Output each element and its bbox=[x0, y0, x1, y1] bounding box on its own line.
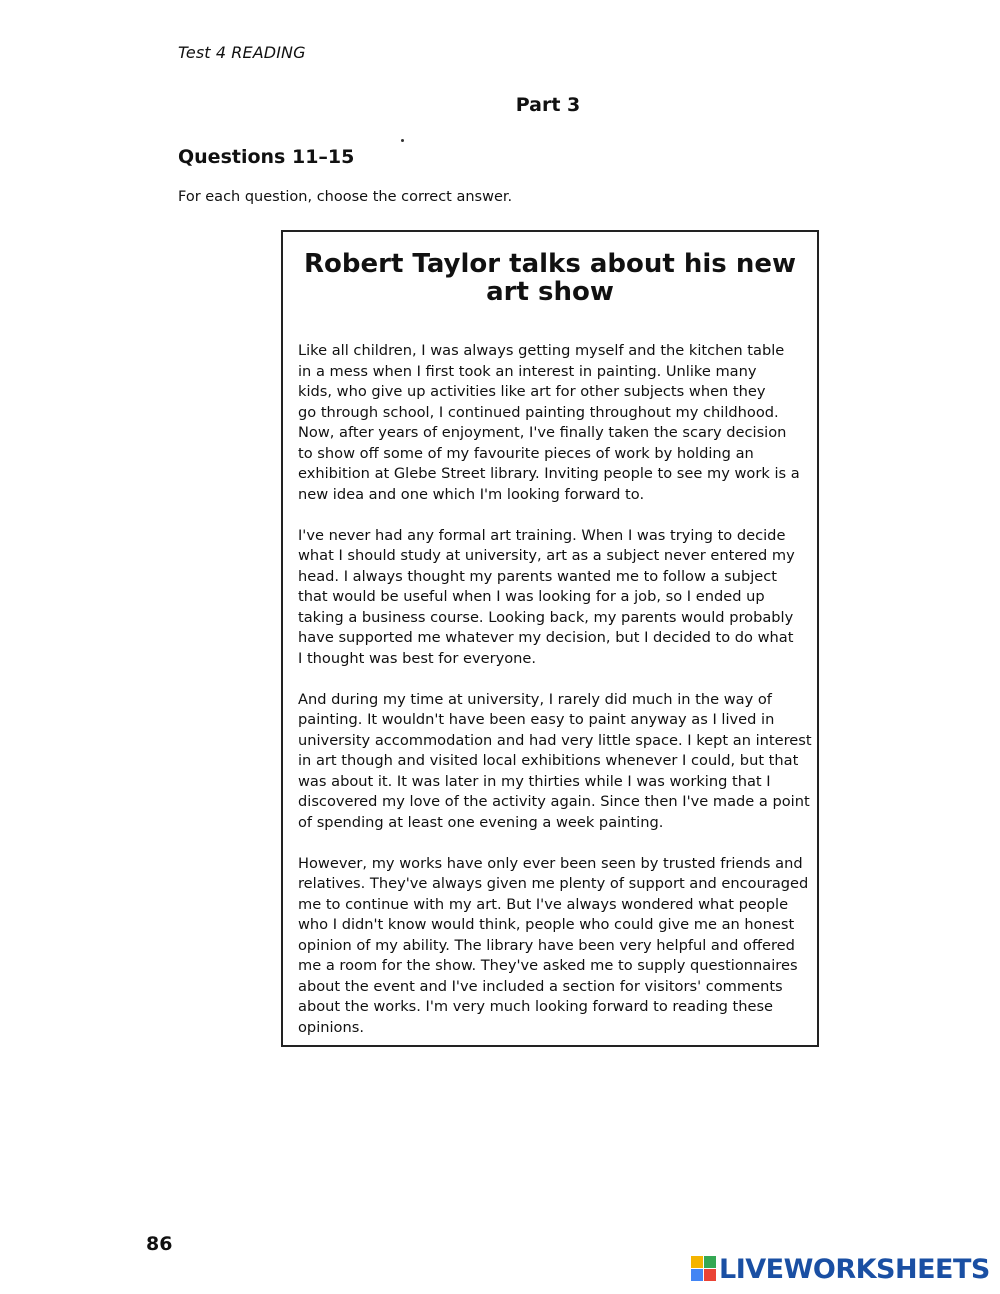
article-line: relatives. They've always given me plenty of support and encouraged bbox=[298, 875, 809, 892]
stray-dot bbox=[401, 139, 404, 142]
article-paragraph bbox=[298, 526, 813, 670]
article-title-line-2: art show bbox=[486, 277, 614, 307]
article-line: painting. It wouldn't have been easy to paint anyway as I lived in bbox=[298, 711, 775, 728]
part-title: Part 3 bbox=[515, 94, 581, 116]
logo-square bbox=[704, 1256, 716, 1268]
article-title bbox=[283, 250, 817, 306]
article-line: However, my works have only ever been seen by trusted friends and bbox=[298, 854, 803, 872]
article-line: to show off some of my favourite pieces of work by holding an bbox=[298, 444, 754, 462]
article-line: what I should study at university, art as a subject never entered my bbox=[298, 547, 795, 564]
instructions: For each question, choose the correct answer. bbox=[178, 189, 513, 205]
article-line: kids, who give up activities like art for other subjects when they bbox=[298, 383, 766, 400]
liveworksheets-brand bbox=[691, 1254, 990, 1284]
page-header-title: Test 4 READING bbox=[178, 43, 306, 62]
article-title-line-1: Robert Taylor talks about his new bbox=[304, 249, 796, 279]
article-paragraph bbox=[298, 690, 813, 834]
article-line: opinions. bbox=[298, 1018, 364, 1036]
article-line: me to continue with my art. But I've always wondered what people bbox=[298, 895, 789, 913]
article-line: in art though and visited local exhibitions whenever I could, but that bbox=[298, 752, 799, 769]
article-line: taking a business course. Looking back, my parents would probably bbox=[298, 608, 794, 626]
article-line: that would be useful when I was looking for a job, so I ended up bbox=[298, 588, 765, 605]
article-line: in a mess when I first took an interest in painting. Unlike many bbox=[298, 362, 757, 380]
article-line: discovered my love of the activity again. Since then I've made a point bbox=[298, 793, 810, 810]
article-line: of spending at least one evening a week painting. bbox=[298, 813, 664, 831]
article-paragraph bbox=[298, 341, 813, 505]
article-line: I've never had any formal art training. When I was trying to decide bbox=[298, 526, 786, 544]
liveworksheets-wordmark: LIVEWORKSHEETS bbox=[719, 1253, 990, 1285]
article-line: about the event and I've included a section for visitors' comments bbox=[298, 977, 783, 995]
article-body bbox=[298, 341, 813, 1059]
page-number: 86 bbox=[146, 1233, 173, 1255]
article-line: Like all children, I was always getting myself and the kitchen table bbox=[298, 342, 785, 359]
article-line: go through school, I continued painting throughout my childhood. bbox=[298, 403, 779, 421]
article-line: new idea and one which I'm looking forward to. bbox=[298, 485, 645, 503]
article-line: about the works. I'm very much looking forward to reading these bbox=[298, 998, 774, 1015]
article-line: was about it. It was later in my thirties while I was working that I bbox=[298, 772, 771, 790]
article-line: head. I always thought my parents wanted me to follow a subject bbox=[298, 567, 778, 585]
questions-title: Questions 11–15 bbox=[178, 146, 355, 168]
article-line: university accommodation and had very little space. I kept an interest bbox=[298, 731, 812, 749]
article-line: me a room for the show. They've asked me to supply questionnaires bbox=[298, 957, 798, 974]
article-line: And during my time at university, I rarely did much in the way of bbox=[298, 690, 772, 708]
article-line: exhibition at Glebe Street library. Inviting people to see my work is a bbox=[298, 465, 800, 482]
liveworksheets-logo-icon bbox=[691, 1256, 717, 1282]
logo-square bbox=[704, 1269, 716, 1281]
logo-square bbox=[691, 1256, 703, 1268]
article-box bbox=[281, 230, 819, 1047]
article-line: Now, after years of enjoyment, I've finally taken the scary decision bbox=[298, 424, 787, 441]
article-line: I thought was best for everyone. bbox=[298, 649, 537, 667]
article-line: opinion of my ability. The library have been very helpful and offered bbox=[298, 936, 795, 954]
logo-square bbox=[691, 1269, 703, 1281]
article-paragraph bbox=[298, 854, 813, 1039]
article-line: have supported me whatever my decision, but I decided to do what bbox=[298, 629, 794, 646]
article-line: who I didn't know would think, people who could give me an honest bbox=[298, 916, 795, 933]
